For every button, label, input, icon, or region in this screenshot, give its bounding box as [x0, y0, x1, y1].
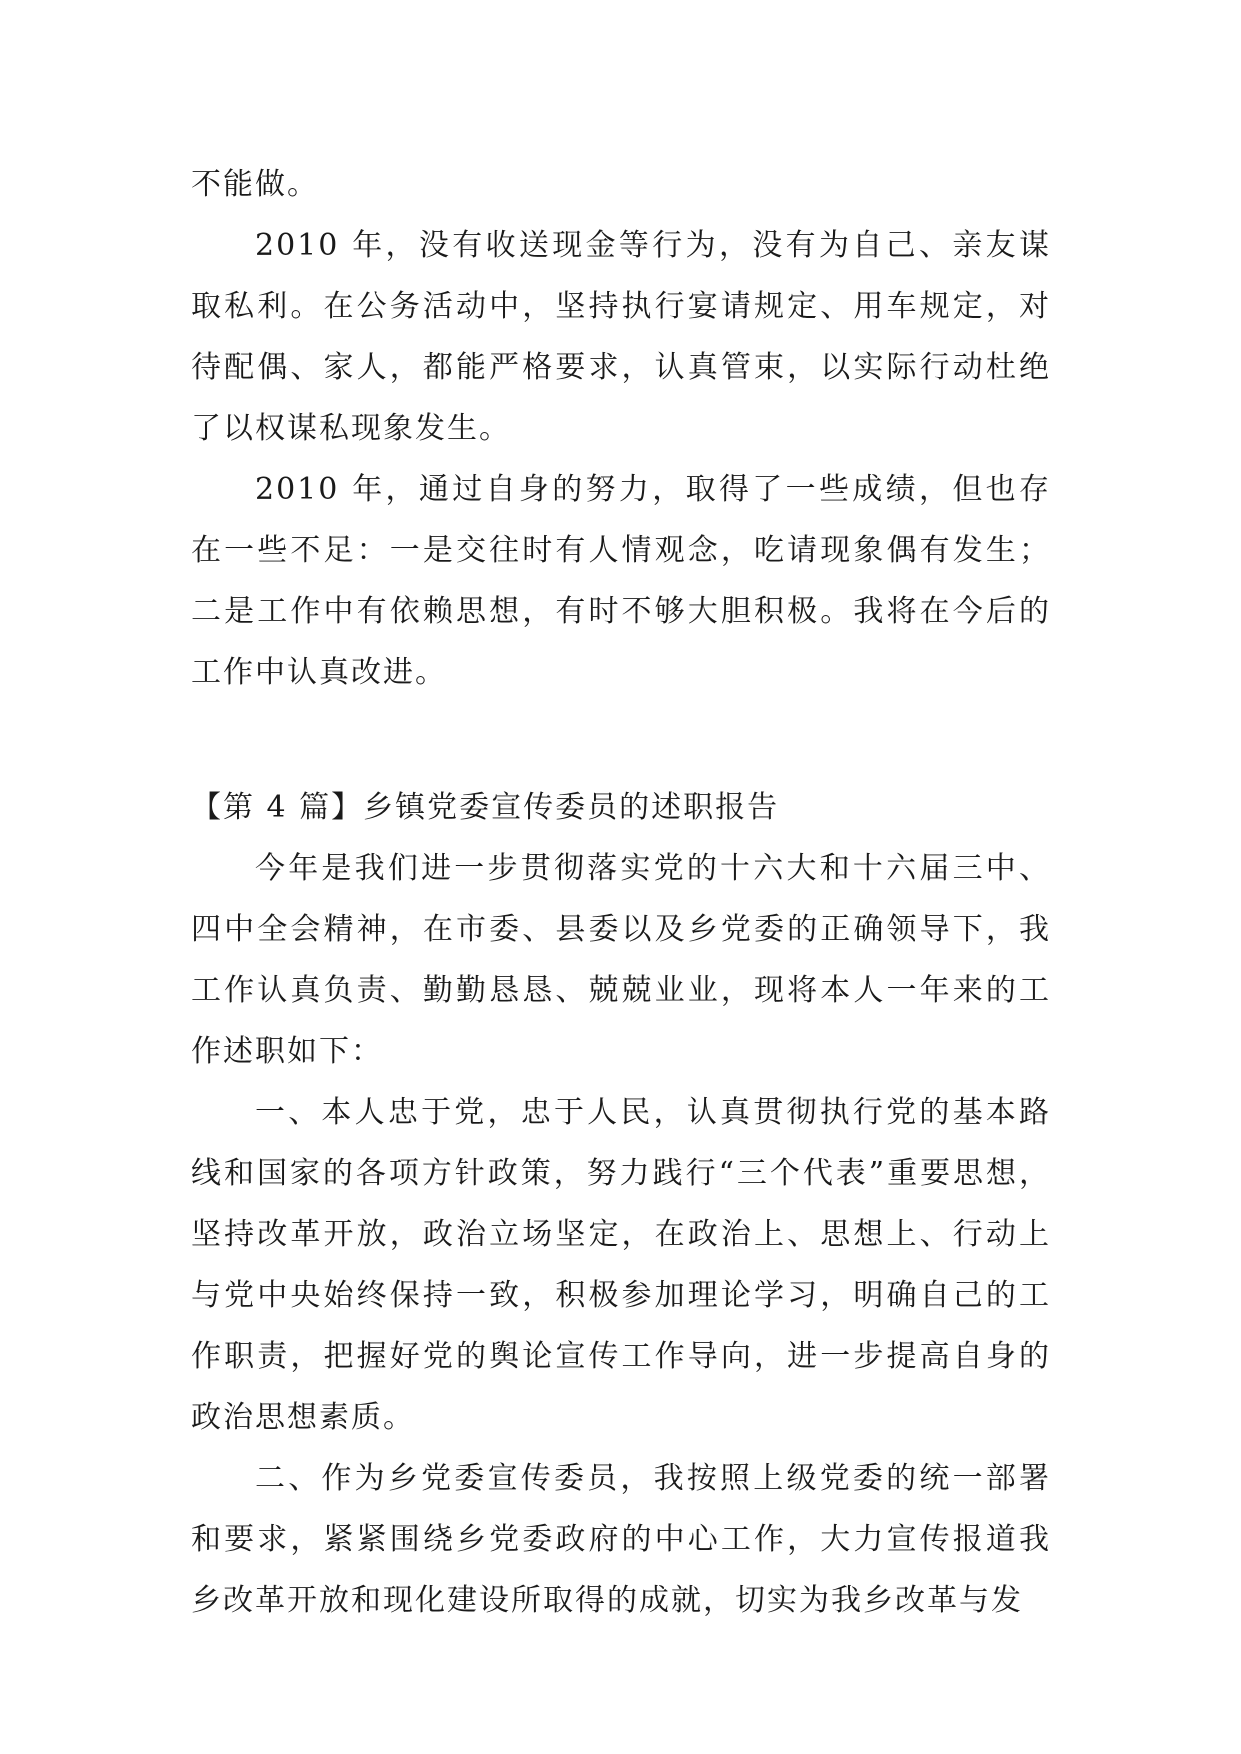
paragraph-integrity: 2010 年，没有收送现金等行为，没有为自己、亲友谋取私利。在公务活动中，坚持执行宴请规定、用车规定，对待配偶、家人，都能严格要求，认真管束，以实际行动杜绝了以权谋私现象发生。 [191, 228, 1051, 446]
paragraph-point-two: 二、作为乡党委宣传委员，我按照上级党委的统一部署和要求，紧紧围绕乡党委政府的中心工作，大力宣传报道我乡改革开放和现化建设所取得的成就，切实为我乡改革与发 [191, 1461, 1051, 1618]
paragraph-shortcomings: 2010 年，通过自身的努力，取得了一些成绩，但也存在一些不足：一是交往时有人情观念，吃请现象偶有发生；二是工作中有依赖思想，有时不够大胆积极。我将在今后的工作中认真改进。 [191, 472, 1051, 690]
section-heading: 【第 4 篇】乡镇党委宣传委员的述职报告 [191, 790, 780, 825]
document-body [191, 154, 1051, 1631]
paragraph-intro: 今年是我们进一步贯彻落实党的十六大和十六届三中、四中全会精神，在市委、县委以及乡党委的正确领导下，我工作认真负责、勤勤恳恳、兢兢业业，现将本人一年来的工作述职如下： [191, 851, 1051, 1069]
paragraph-continuation: 不能做。 [191, 167, 319, 202]
paragraph-point-one: 一、本人忠于党，忠于人民，认真贯彻执行党的基本路线和国家的各项方针政策，努力践行“三个代表”重要思想，坚持改革开放，政治立场坚定，在政治上、思想上、行动上与党中央始终保持一致，积极参加理论学习，明确自己的工作职责，把握好党的舆论宣传工作导向，进一步提高自身的政治思想素质。 [191, 1095, 1051, 1435]
